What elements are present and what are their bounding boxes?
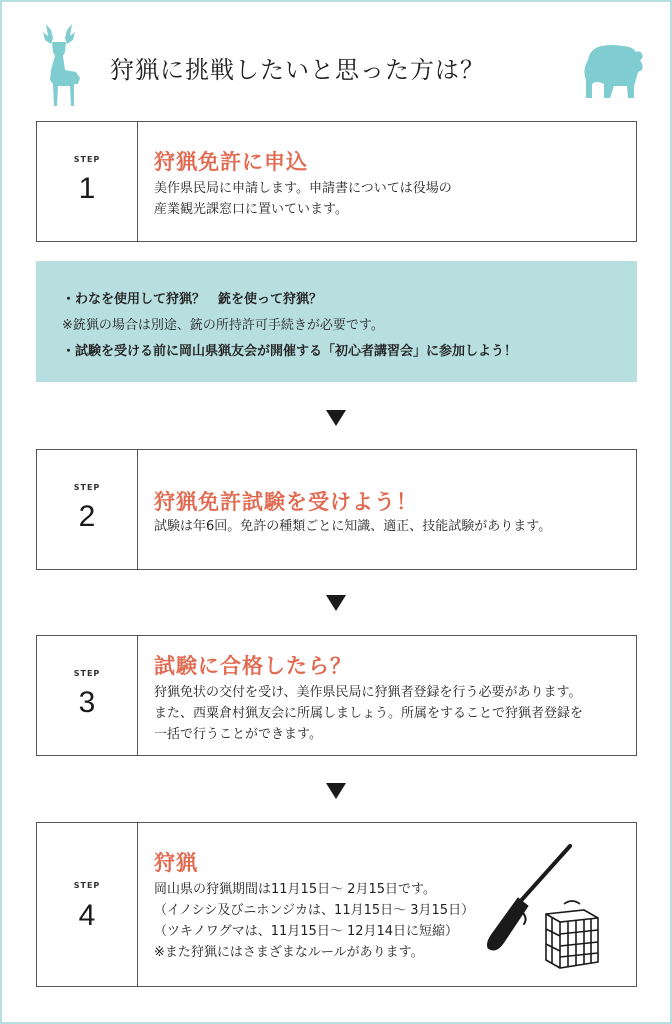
step-3-card [36,635,637,756]
trap-cage-icon [540,900,604,970]
step-number: 3 [78,686,96,719]
notice-line: ・わなを使用して狩猟？ 銃を使って狩猟？ [62,292,323,307]
description-line: （イノシシ及びニホンジカは、11月15日～ 3月15日） [154,903,475,918]
step-2-badge [37,450,138,569]
step-heading: 狩猟 [154,851,198,875]
step-2-card [36,449,637,570]
step-label: STEP [73,669,101,678]
description-line: 狩猟免状の交付を受け、美作県民局に狩猟者登録を行う必要があります。 [154,685,582,700]
notice-line: ※銃猟の場合は別途、銃の所持許可手続きが必要です。 [62,318,384,333]
step-number: 4 [78,899,96,932]
bear-icon [578,40,648,100]
description-line: また、西粟倉村猟友会に所属しましょう。所属をすることで狩猟者登録を [154,706,584,721]
description-line: （ツキノワグマは、11月15日～ 12月14日に短縮） [154,924,459,939]
down-arrow-icon [326,410,346,426]
description-line: 岡山県の狩猟期間は11月15日～ 2月15日です。 [154,882,436,897]
description-line: ※また狩猟にはさまざまなルールがあります。 [154,945,424,960]
down-arrow-icon [326,595,346,611]
step-description [154,516,626,537]
description-line: 試験は年6回。免許の種類ごとに知識、適正、技能試験があります。 [154,519,552,534]
step-heading: 狩猟免許に申込 [154,150,308,174]
notice-line: ・試験を受ける前に岡山県猟友会が開催する「初心者講習会」に参加しよう！ [62,344,518,359]
step-description [154,879,475,963]
description-line: 一括で行うことができます。 [154,727,322,742]
header [0,0,672,118]
step-description [154,178,626,220]
page-title: 狩猟に挑戦したいと思った方は？ [110,56,485,84]
notice-box [36,261,637,382]
description-line: 産業観光課窓口に置いています。 [154,202,348,217]
step-description [154,682,626,745]
step-3-badge [37,636,138,755]
description-line: 美作県民局に申請します。申請書については役場の [154,181,452,196]
step-label: STEP [73,155,101,164]
step-heading: 試験に合格したら？ [154,654,352,678]
step-label: STEP [73,881,101,890]
step-label: STEP [73,483,101,492]
deer-icon [32,22,88,108]
step-1-badge [37,122,138,241]
step-4-badge [37,823,138,986]
step-number: 2 [78,500,96,533]
step-heading: 狩猟免許試験を受けよう！ [154,490,418,514]
step-number: 1 [78,172,96,205]
down-arrow-icon [326,783,346,799]
step-1-card [36,121,637,242]
